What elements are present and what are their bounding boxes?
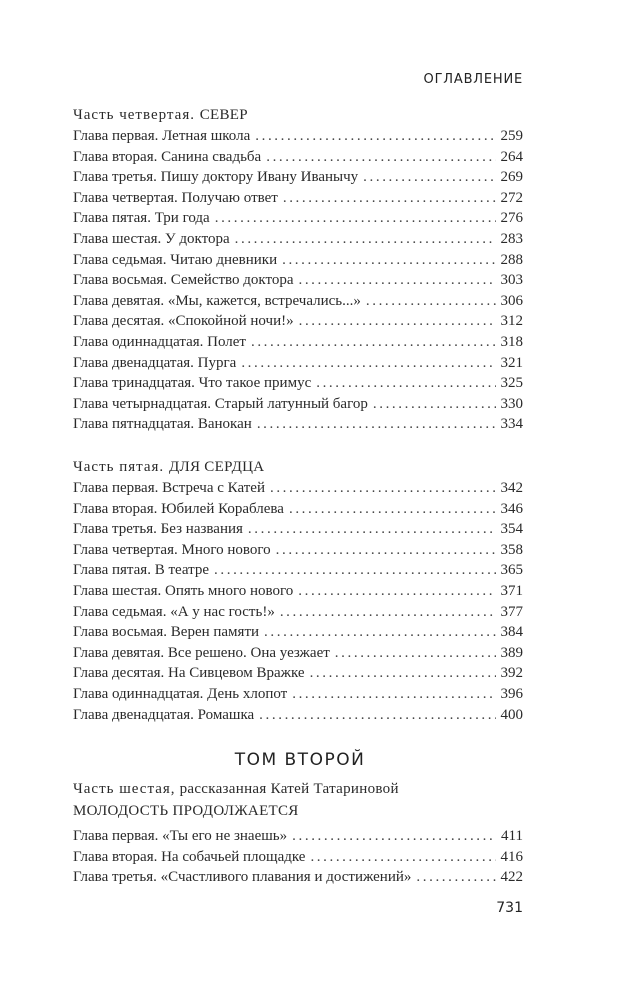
dot-leader	[316, 373, 495, 394]
chapter-title: Глава девятая. «Мы, кажется, встречались...»	[73, 292, 361, 309]
dot-leader	[363, 167, 495, 188]
chapter-title: Глава четвертая. Получаю ответ	[73, 189, 278, 206]
dot-leader	[299, 311, 496, 332]
toc-entry[interactable]	[73, 705, 523, 726]
toc-entry[interactable]	[73, 270, 523, 291]
chapter-title: Глава тринадцатая. Что такое примус	[73, 375, 312, 392]
chapter-page: 306	[500, 292, 523, 309]
dot-leader	[251, 332, 496, 353]
toc-entry[interactable]	[73, 663, 523, 684]
dot-leader	[292, 684, 495, 705]
toc-entry[interactable]	[73, 847, 523, 868]
chapter-title: Глава девятая. Все решено. Она уезжает	[73, 644, 330, 661]
chapter-title: Глава двенадцатая. Пурга	[73, 354, 237, 371]
dot-leader	[310, 663, 496, 684]
dot-leader	[280, 602, 496, 623]
toc-entry[interactable]	[73, 394, 523, 415]
chapter-title: Глава вторая. На собачьей площадке	[73, 848, 306, 865]
chapter-title: Глава третья. Пишу доктору Ивану Иванычу	[73, 169, 359, 186]
toc-entry[interactable]	[73, 250, 523, 271]
chapter-title: Глава шестая. У доктора	[73, 230, 230, 247]
toc-entry[interactable]	[73, 826, 523, 847]
chapter-page: 269	[500, 169, 523, 186]
part-heading	[73, 104, 523, 126]
chapter-page: 259	[500, 128, 523, 144]
chapter-page: 264	[500, 148, 523, 165]
chapter-title: Глава первая. Встреча с Катей	[73, 480, 265, 496]
chapter-title: Глава пятнадцатая. Ванокан	[73, 416, 252, 433]
chapter-page: 288	[500, 251, 523, 268]
dot-leader	[257, 414, 496, 435]
toc-entry[interactable]	[73, 208, 523, 229]
part-label: Часть шестая,	[73, 781, 176, 797]
chapter-title: Глава первая. Летная школа	[73, 128, 251, 144]
dot-leader	[298, 581, 495, 602]
toc-entry[interactable]	[73, 478, 523, 499]
part-title: МОЛОДОСТЬ ПРОДОЛЖАЕТСЯ	[73, 803, 299, 819]
chapter-title: Глава вторая. Юбилей Кораблева	[73, 500, 284, 517]
chapter-title: Глава четвертая. Много нового	[73, 541, 271, 558]
toc-entry[interactable]	[73, 126, 523, 147]
chapter-title: Глава двенадцатая. Ромашка	[73, 706, 255, 723]
toc-entry[interactable]	[73, 147, 523, 168]
chapter-title: Глава пятая. Три года	[73, 210, 210, 227]
toc-entry[interactable]	[73, 332, 523, 353]
part-heading	[73, 778, 523, 800]
toc-entry[interactable]	[73, 560, 523, 581]
dot-leader	[241, 353, 495, 374]
chapter-page: 283	[500, 230, 523, 247]
chapter-page: 371	[500, 582, 523, 599]
dot-leader	[416, 867, 495, 888]
dot-leader	[276, 540, 496, 561]
chapter-page: 272	[500, 189, 523, 206]
part-5-section	[73, 456, 523, 725]
chapter-page: 312	[500, 313, 523, 330]
dot-leader	[289, 499, 496, 520]
toc-entry[interactable]	[73, 581, 523, 602]
running-header: ОГЛАВЛЕНИЕ	[423, 72, 523, 87]
toc-entry[interactable]	[73, 188, 523, 209]
dot-leader	[214, 560, 495, 581]
chapter-page: 392	[500, 665, 523, 682]
chapter-page: 330	[500, 395, 523, 412]
chapter-page: 346	[500, 500, 523, 517]
chapter-title: Глава седьмая. «А у нас гость!»	[73, 603, 275, 620]
chapter-page: 416	[500, 848, 523, 865]
dot-leader	[270, 478, 496, 499]
dot-leader	[366, 291, 496, 312]
chapter-title: Глава третья. Без названия	[73, 521, 243, 538]
dot-leader	[235, 229, 496, 250]
dot-leader	[282, 250, 495, 271]
chapter-page: 384	[500, 624, 523, 641]
chapter-title: Глава восьмая. Семейство доктора	[73, 272, 294, 289]
chapter-page: 365	[500, 562, 523, 579]
dot-leader	[264, 622, 495, 643]
part-title: ДЛЯ СЕРДЦА	[168, 459, 265, 475]
chapter-title: Глава восьмая. Верен памяти	[73, 624, 260, 641]
chapter-title: Глава четырнадцатая. Старый латунный багор	[73, 395, 368, 412]
part-4-section	[73, 104, 523, 435]
chapter-title: Глава шестая. Опять много нового	[73, 582, 294, 599]
chapter-page: 325	[500, 375, 523, 392]
chapter-title: Глава десятая. «Спокойной ночи!»	[73, 313, 294, 330]
toc-entry[interactable]	[73, 540, 523, 561]
toc-entry[interactable]	[73, 622, 523, 643]
chapter-title: Глава одиннадцатая. День хлопот	[73, 685, 288, 702]
toc-entry[interactable]	[73, 643, 523, 664]
chapter-page: 354	[500, 521, 523, 538]
toc-entry[interactable]	[73, 373, 523, 394]
dot-leader	[266, 147, 495, 168]
part-6-section	[73, 778, 523, 888]
dot-leader	[373, 394, 496, 415]
toc-entry[interactable]	[73, 602, 523, 623]
chapter-title: Глава десятая. На Сивцевом Вражке	[73, 665, 305, 682]
chapter-page: 389	[500, 644, 523, 661]
dot-leader	[259, 705, 495, 726]
part-label: Часть пятая.	[73, 459, 165, 475]
dot-leader	[310, 847, 495, 868]
chapter-page: 303	[500, 272, 523, 289]
toc-entry[interactable]	[73, 353, 523, 374]
page-number: 731	[496, 900, 523, 916]
part-heading	[73, 456, 523, 478]
chapter-page: 377	[500, 603, 523, 620]
chapter-title: Глава вторая. Санина свадьба	[73, 148, 262, 165]
toc-entry[interactable]	[73, 167, 523, 188]
chapter-page: 396	[500, 685, 523, 702]
dot-leader	[283, 188, 496, 209]
chapter-list	[73, 826, 523, 888]
volume-heading: ТОМ ВТОРОЙ	[234, 750, 366, 770]
toc-entry[interactable]	[73, 867, 523, 888]
chapter-page: 358	[500, 541, 523, 558]
chapter-title: Глава пятая. В театре	[73, 562, 210, 579]
toc-entry[interactable]	[73, 519, 523, 540]
chapter-page: 276	[500, 210, 523, 227]
part-title: СЕВЕР	[199, 107, 248, 123]
chapter-page: 318	[500, 333, 523, 350]
toc-entry[interactable]	[73, 311, 523, 332]
dot-leader	[298, 270, 495, 291]
toc-entry[interactable]	[73, 499, 523, 520]
chapter-page: 400	[500, 706, 523, 723]
toc-entry[interactable]	[73, 684, 523, 705]
chapter-list	[73, 478, 523, 725]
dot-leader	[215, 208, 496, 229]
chapter-title: Глава седьмая. Читаю дневники	[73, 251, 278, 268]
dot-leader	[255, 126, 495, 147]
toc-entry[interactable]	[73, 291, 523, 312]
chapter-page: 321	[500, 354, 523, 371]
chapter-page: 422	[500, 869, 523, 886]
chapter-page: 342	[500, 480, 523, 496]
part-label: Часть четвертая.	[73, 107, 195, 123]
dot-leader	[335, 643, 496, 664]
chapter-list	[73, 126, 523, 435]
dot-leader	[292, 826, 496, 847]
toc-entry[interactable]	[73, 414, 523, 435]
chapter-page: 334	[500, 416, 523, 433]
toc-entry[interactable]	[73, 229, 523, 250]
chapter-page: 411	[501, 828, 523, 844]
chapter-title: Глава третья. «Счастливого плавания и достижений»	[73, 869, 412, 886]
part-subtitle: рассказанная Катей Татариновой	[179, 781, 399, 797]
chapter-title: Глава одиннадцатая. Полет	[73, 333, 246, 350]
chapter-title: Глава первая. «Ты его не знаешь»	[73, 828, 288, 844]
dot-leader	[248, 519, 496, 540]
